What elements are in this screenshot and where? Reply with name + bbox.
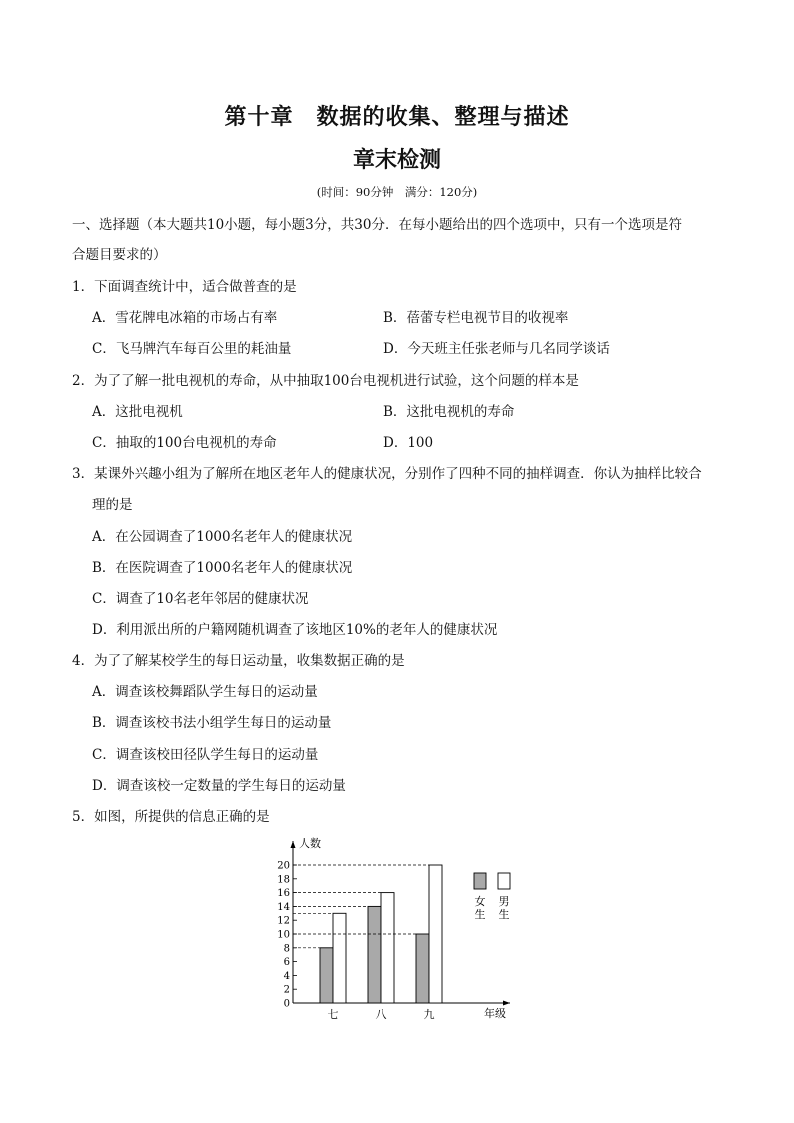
question-2-option-d: D．100 — [383, 435, 434, 451]
bar-male — [333, 913, 346, 1003]
bar-male — [429, 865, 442, 1003]
question-3-option-d: D．利用派出所的户籍网随机调查了该地区10%的老年人的健康状况 — [92, 622, 498, 638]
x-tick-label: 七 — [327, 1008, 339, 1021]
y-tick-label: 16 — [277, 888, 290, 900]
section-heading: 一、选择题（本大题共10小题，每小题3分，共30分．在每小题给出的四个选项中，只有一个选项是符 — [72, 217, 682, 233]
y-tick-label: 8 — [283, 943, 290, 955]
question-4-stem: 4．为了了解某校学生的每日运动量，收集数据正确的是 — [72, 653, 405, 669]
legend-male-label: 男 — [498, 895, 510, 908]
x-axis-arrow — [503, 1001, 510, 1006]
chapter-title: 第十章 数据的收集、整理与描述 — [224, 105, 570, 130]
legend-female-label: 女 — [474, 895, 486, 908]
question-4-option-b: B．调查该校书法小组学生每日的运动量 — [92, 715, 332, 731]
section-heading-cont: 合题目要求的） — [72, 247, 167, 263]
question-2-option-a: A．这批电视机 — [92, 404, 183, 420]
time-score-info: (时间：90分钟 满分：120分) — [316, 185, 478, 199]
y-axis-arrow — [291, 841, 296, 848]
bar-female — [368, 906, 381, 1003]
question-4-option-a: A．调查该校舞蹈队学生每日的运动量 — [92, 684, 318, 700]
bar-chart — [268, 833, 528, 1023]
y-axis-label: 人数 — [299, 837, 321, 850]
question-4-option-d: D．调查该校一定数量的学生每日的运动量 — [92, 778, 346, 794]
question-2-stem: 2．为了了解一批电视机的寿命，从中抽取100台电视机进行试验，这个问题的样本是 — [72, 373, 579, 389]
bar-female — [320, 948, 333, 1003]
y-tick-label: 20 — [277, 860, 290, 872]
question-2-option-b: B．这批电视机的寿命 — [383, 404, 515, 420]
question-3-stem: 3．某课外兴趣小组为了解所在地区老年人的健康状况，分别作了四种不同的抽样调查．你认为抽样比较合 — [72, 466, 702, 482]
bar-female — [416, 934, 429, 1003]
y-tick-label: 14 — [277, 901, 290, 913]
y-tick-label: 10 — [277, 929, 290, 941]
x-tick-label: 九 — [423, 1008, 435, 1021]
y-tick-label: 4 — [283, 970, 290, 982]
y-tick-label: 18 — [277, 874, 290, 886]
x-tick-label: 八 — [375, 1008, 387, 1021]
y-tick-label: 12 — [277, 915, 290, 927]
legend-female-swatch — [474, 873, 486, 889]
question-2-option-c: C．抽取的100台电视机的寿命 — [92, 435, 277, 451]
legend-male-swatch — [498, 873, 510, 889]
x-axis-label: 年级 — [484, 1007, 506, 1020]
question-3-option-a: A．在公园调查了1000名老年人的健康状况 — [92, 529, 353, 545]
question-3-option-c: C．调查了10名老年邻居的健康状况 — [92, 591, 309, 607]
question-1-stem: 1．下面调查统计中，适合做普查的是 — [72, 279, 297, 295]
legend-male-label: 生 — [498, 908, 510, 921]
y-tick-label: 6 — [283, 957, 290, 969]
question-3-stem-cont: 理的是 — [92, 497, 133, 513]
question-1-option-d: D．今天班主任张老师与几名同学谈话 — [383, 341, 610, 357]
question-1-option-b: B．蓓蕾专栏电视节目的收视率 — [383, 310, 569, 326]
y-tick-label: 0 — [283, 998, 290, 1010]
legend-female-label: 生 — [474, 908, 486, 921]
question-5-stem: 5．如图，所提供的信息正确的是 — [72, 809, 270, 825]
question-4-option-c: C．调查该校田径队学生每日的运动量 — [92, 747, 319, 763]
section-title: 章末检测 — [352, 148, 441, 173]
question-1-option-c: C．飞马牌汽车每百公里的耗油量 — [92, 341, 292, 357]
question-3-option-b: B．在医院调查了1000名老年人的健康状况 — [92, 560, 353, 576]
question-1-option-a: A．雪花牌电冰箱的市场占有率 — [92, 310, 278, 326]
y-tick-label: 2 — [283, 984, 290, 996]
bar-male — [381, 893, 394, 1003]
